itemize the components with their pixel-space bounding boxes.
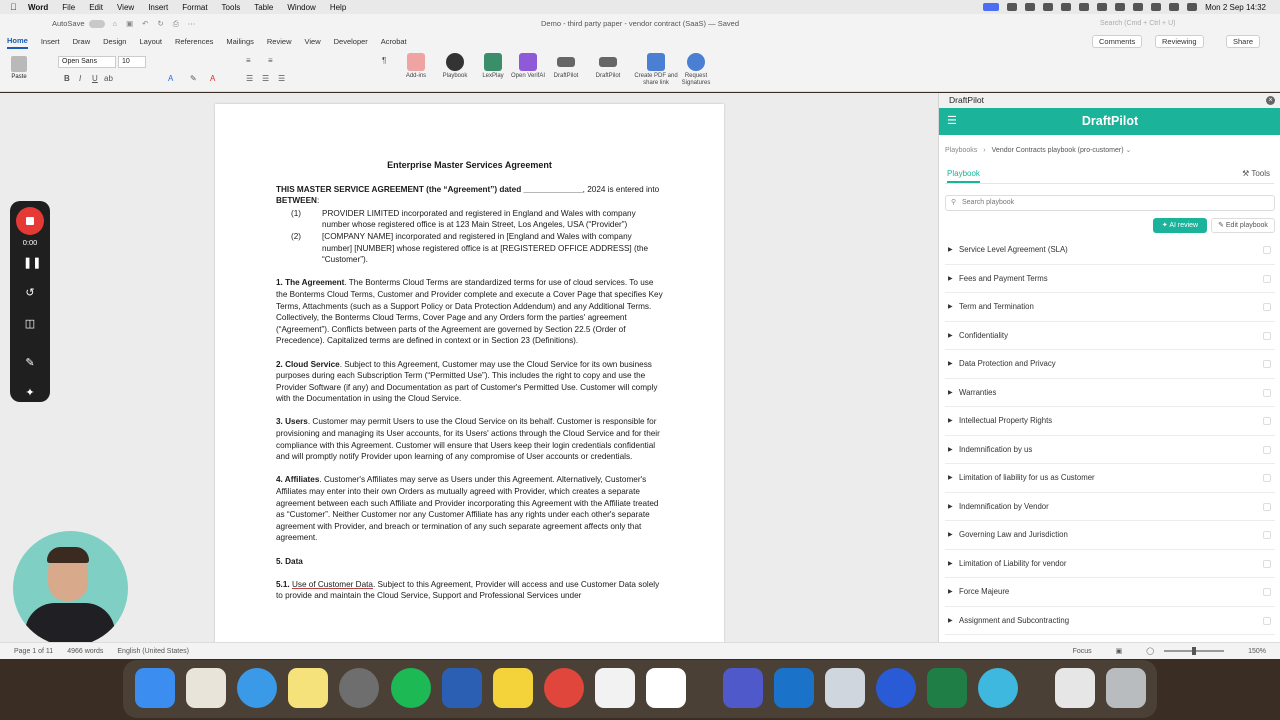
- menu-view[interactable]: View: [116, 2, 135, 12]
- paragraph-icon[interactable]: ¶: [382, 56, 387, 65]
- item-checkbox[interactable]: [1263, 417, 1271, 425]
- item-checkbox[interactable]: [1263, 617, 1271, 625]
- menu-table[interactable]: Table: [254, 2, 274, 12]
- item-checkbox[interactable]: [1263, 303, 1271, 311]
- font-color-icon[interactable]: A: [210, 74, 216, 83]
- playbook-icon: [446, 53, 464, 71]
- tab-review[interactable]: Review: [266, 37, 292, 46]
- outlook-icon[interactable]: [774, 668, 814, 708]
- tools-icon: ⚒: [1242, 169, 1250, 178]
- intro-bold: THIS MASTER SERVICE AGREEMENT (the “Agreement”) dated _____________: [276, 184, 583, 194]
- section-2-heading: 2. Cloud Service: [276, 359, 340, 369]
- numbering-icon[interactable]: ≡: [268, 56, 273, 65]
- safari-icon[interactable]: [237, 668, 277, 708]
- section-5-1-text: . Subject to this Agreement, Provider will access and use Customer Data solely to provide and maintain the Cloud Service, Support and Professional Services under: [276, 579, 660, 601]
- tray-icon[interactable]: [1061, 3, 1071, 11]
- tab-developer[interactable]: Developer: [333, 37, 368, 46]
- section-1-heading: 1. The Agreement: [276, 278, 345, 288]
- recording-time: 0:00: [22, 238, 38, 247]
- align-right-icon[interactable]: ☰: [278, 74, 286, 83]
- playbook-item-label: Indemnification by us: [959, 444, 1033, 454]
- playbook-item[interactable]: [945, 521, 1275, 550]
- section-1: [276, 277, 663, 347]
- playbook-item[interactable]: [945, 350, 1275, 379]
- tab-layout[interactable]: Layout: [139, 37, 163, 46]
- draftpilot-button[interactable]: [546, 53, 586, 80]
- verifai-label: Open VerifAI: [510, 73, 546, 79]
- section-3-heading: 3. Users: [276, 417, 308, 427]
- expand-triangle-icon: ▶: [948, 361, 953, 367]
- party-2: [276, 231, 663, 266]
- edit-playbook-button[interactable]: [1211, 218, 1275, 233]
- tab-insert[interactable]: Insert: [40, 37, 60, 46]
- request-signatures-label: Request Signatures: [681, 73, 711, 86]
- section-5-1: [276, 579, 663, 602]
- comments-button[interactable]: Comments: [1092, 35, 1142, 48]
- item-checkbox[interactable]: [1263, 246, 1271, 254]
- reviewing-button[interactable]: Reviewing: [1155, 35, 1204, 48]
- finder-icon[interactable]: [135, 668, 175, 708]
- autosave-label: AutoSave: [52, 19, 85, 28]
- home-icon[interactable]: ⌂: [112, 18, 118, 28]
- playbook-label: Playbook: [442, 73, 468, 79]
- zoom-level[interactable]: 150%: [1248, 647, 1266, 655]
- item-checkbox[interactable]: [1263, 503, 1271, 511]
- preview-icon[interactable]: [825, 668, 865, 708]
- word-count[interactable]: 4966 words: [67, 647, 104, 655]
- playbook-item-label: Fees and Payment Terms: [959, 273, 1048, 283]
- print-icon[interactable]: ⎙: [172, 18, 179, 28]
- bold-icon[interactable]: B: [64, 74, 70, 83]
- webcam-overlay[interactable]: [13, 531, 128, 646]
- tab-home[interactable]: Home: [7, 34, 28, 49]
- addins-label: Add-ins: [405, 73, 427, 79]
- tab-acrobat[interactable]: Acrobat: [380, 37, 407, 46]
- pane-header: [939, 108, 1280, 135]
- playbook-item[interactable]: [945, 464, 1275, 493]
- tab-divider: [945, 183, 1274, 184]
- between-label: BETWEEN: [276, 196, 317, 206]
- playbook-item[interactable]: [945, 322, 1275, 351]
- expand-triangle-icon: ▶: [948, 418, 953, 424]
- language[interactable]: English (United States): [117, 647, 189, 655]
- verifai-icon: [519, 53, 537, 71]
- launchpad-icon[interactable]: [186, 668, 226, 708]
- underline-icon[interactable]: U: [92, 74, 98, 83]
- playbook-item[interactable]: [945, 293, 1275, 322]
- miro-icon[interactable]: [493, 668, 533, 708]
- document-canvas: [0, 93, 938, 642]
- menu-edit[interactable]: Edit: [89, 2, 103, 12]
- tab-playbook[interactable]: Playbook: [947, 169, 980, 183]
- breadcrumb-playbooks[interactable]: Playbooks: [945, 147, 978, 154]
- tools-button[interactable]: [1242, 169, 1270, 178]
- highlight-icon[interactable]: ✎: [190, 74, 197, 83]
- expand-triangle-icon: ▶: [948, 446, 953, 453]
- tab-references[interactable]: References: [175, 37, 214, 46]
- page-count[interactable]: Page 1 of 11: [14, 647, 54, 655]
- expand-triangle-icon: ▶: [948, 617, 953, 624]
- redo-icon[interactable]: ↻: [157, 18, 164, 28]
- tab-view[interactable]: View: [304, 37, 321, 46]
- tab-design[interactable]: Design: [103, 37, 127, 46]
- trash-icon[interactable]: [1106, 668, 1146, 708]
- downloads-stack-icon[interactable]: [1055, 668, 1095, 708]
- cloud-icon[interactable]: [1007, 3, 1017, 11]
- align-center-icon[interactable]: ☰: [262, 74, 270, 83]
- align-left-icon[interactable]: ☰: [246, 74, 254, 83]
- playbook-items: [945, 236, 1275, 635]
- expand-triangle-icon: ▶: [948, 560, 953, 567]
- clock[interactable]: Mon 2 Sep 14:32: [1205, 2, 1266, 12]
- expand-triangle-icon: ▶: [948, 304, 953, 310]
- web-layout-icon[interactable]: ◯: [1146, 648, 1155, 655]
- menu-insert[interactable]: Insert: [148, 2, 169, 12]
- ribbon-tabs: [0, 33, 1280, 50]
- macos-menu-bar: [0, 0, 1280, 14]
- pencil-icon: ✎: [1218, 222, 1224, 229]
- pen-icon[interactable]: ✎: [25, 357, 35, 369]
- focus-button[interactable]: Focus: [1072, 647, 1092, 655]
- search-placeholder: Search playbook: [962, 199, 1015, 206]
- undo-icon[interactable]: ↶: [142, 18, 149, 28]
- menu-window[interactable]: Window: [287, 2, 316, 12]
- trash-icon[interactable]: ◫: [24, 318, 36, 330]
- request-signatures-button[interactable]: [676, 53, 716, 87]
- playbook-item[interactable]: [945, 550, 1275, 579]
- section-2: [276, 359, 663, 405]
- paste-label: Paste: [11, 74, 27, 80]
- tester-icon[interactable]: [978, 668, 1018, 708]
- document-title: Demo - third party paper - vendor contract (SaaS) — Saved: [540, 19, 739, 28]
- item-checkbox[interactable]: [1263, 588, 1271, 596]
- pause-icon[interactable]: ❚❚: [23, 257, 42, 269]
- draftpilot-icon: [599, 57, 617, 67]
- expand-triangle-icon: ▶: [948, 532, 953, 538]
- item-checkbox[interactable]: [1263, 275, 1271, 283]
- party-2-text: [COMPANY NAME] incorporated and registered in [England and Wales with company number] [NUMBER] whose registered office is at [REGISTERED OFFICE ADDRESS] (the “Customer”).: [322, 231, 649, 265]
- playbook-item-label: Limitation of liability for us as Customer: [959, 473, 1095, 482]
- party-1-text: PROVIDER LIMITED incorporated and registered in England and Wales with company number whose registered office is at 123 Main Street, Los Angeles, USA (“Provider”): [322, 208, 636, 230]
- tray-app-icon[interactable]: [983, 3, 999, 11]
- tray-icon[interactable]: [1079, 3, 1089, 11]
- intro-paragraph: [276, 184, 663, 196]
- expand-triangle-icon: ▶: [948, 389, 953, 396]
- notes-icon[interactable]: [288, 668, 328, 708]
- draftpilot-button-2[interactable]: [588, 53, 628, 80]
- bluetooth-icon[interactable]: [1133, 3, 1143, 11]
- item-checkbox[interactable]: [1263, 560, 1271, 568]
- more-icon[interactable]: ⋯: [187, 18, 196, 28]
- playbook-item[interactable]: [945, 493, 1275, 522]
- control-center-icon[interactable]: [1187, 3, 1197, 11]
- document-page[interactable]: [215, 104, 724, 649]
- italic-icon[interactable]: I: [79, 74, 82, 83]
- tray-icon[interactable]: [1043, 3, 1053, 11]
- font-size-select[interactable]: 10: [118, 56, 146, 68]
- chevron-right-icon: ›: [983, 147, 986, 154]
- tab-draw[interactable]: Draw: [72, 37, 91, 46]
- playbook-item[interactable]: [945, 607, 1275, 636]
- 1password-icon[interactable]: [876, 668, 916, 708]
- expand-triangle-icon: ▶: [948, 475, 953, 481]
- search-input[interactable]: Search (Cmd + Ctrl + U): [1100, 20, 1176, 27]
- party-1: [276, 208, 663, 231]
- zoom-slider[interactable]: [1164, 650, 1224, 652]
- playbook-item-label: Limitation of Liability for vendor: [959, 558, 1067, 568]
- flowus-icon[interactable]: [646, 668, 686, 708]
- word-title-bar: [0, 14, 1280, 33]
- tab-mailings[interactable]: Mailings: [226, 37, 254, 46]
- signature-icon: [687, 53, 705, 71]
- party-2-number: (2): [291, 231, 302, 241]
- draftpilot-label-2: DraftPilot: [595, 73, 621, 79]
- ai-review-button[interactable]: [1153, 218, 1207, 233]
- expand-triangle-icon: ▶: [948, 247, 953, 253]
- item-checkbox[interactable]: [1263, 332, 1271, 340]
- menu-file[interactable]: File: [62, 2, 76, 12]
- macos-dock: [123, 660, 1157, 718]
- playbook-item[interactable]: [945, 265, 1275, 294]
- playbook-item[interactable]: [945, 236, 1275, 265]
- draftpilot-label: DraftPilot: [553, 73, 579, 79]
- lexplay-button[interactable]: [473, 53, 513, 80]
- excel-icon[interactable]: [927, 668, 967, 708]
- word-icon[interactable]: [442, 668, 482, 708]
- playbook-item-label: Intellectual Property Rights: [959, 416, 1053, 425]
- item-checkbox[interactable]: [1263, 446, 1271, 454]
- agreement-title: Enterprise Master Services Agreement: [387, 160, 552, 170]
- apple-icon[interactable]: [10, 2, 24, 12]
- search-icon: ⚲: [951, 199, 957, 206]
- system-settings-icon[interactable]: [339, 668, 379, 708]
- person-body: [25, 603, 115, 646]
- slack-icon[interactable]: [595, 668, 635, 708]
- addins-icon: [407, 53, 425, 71]
- section-3: [276, 416, 663, 462]
- ai-review-label: AI review: [1169, 222, 1199, 229]
- section-4-heading: 4. Affiliates: [276, 475, 320, 485]
- stop-recording-button[interactable]: [16, 207, 44, 235]
- section-3-text: . Customer may permit Users to use the Cloud Service on its behalf. Customer is responsible for provisioning and managing its User accounts, for its Users' actions through the Cloud Service and for their compliance with this Agreement. Customer will ensure that Users keep their login credentials confidential and will promptly notify Provider upon learning of any compromise of User accounts or credentials.: [276, 417, 660, 462]
- verifai-button[interactable]: [508, 53, 548, 80]
- playbook-item[interactable]: [945, 379, 1275, 408]
- playbook-item-label: Confidentiality: [959, 330, 1008, 340]
- item-checkbox[interactable]: [1263, 474, 1271, 482]
- playbook-item-label: Service Level Agreement (SLA): [959, 245, 1068, 254]
- effects-icon[interactable]: ✦: [25, 387, 35, 399]
- lexplay-label: LexPlay: [482, 73, 504, 79]
- playbook-item[interactable]: [945, 407, 1275, 436]
- playbook-item-label: Governing Law and Jurisdiction: [959, 530, 1068, 539]
- expand-triangle-icon: ▶: [948, 332, 953, 339]
- hamburger-menu-icon[interactable]: ☰: [947, 115, 957, 127]
- screen-recorder-controls: [10, 201, 50, 402]
- draftpilot-pane: [938, 93, 1280, 642]
- menu-tools[interactable]: Tools: [221, 2, 241, 12]
- pane-title: DraftPilot: [949, 95, 984, 105]
- create-pdf-icon: [647, 53, 665, 71]
- tray-icon[interactable]: [1025, 3, 1035, 11]
- playbook-item[interactable]: [945, 578, 1275, 607]
- clipboard-icon: [11, 56, 27, 72]
- search-icon[interactable]: [1169, 3, 1179, 11]
- addins-button[interactable]: [396, 53, 436, 80]
- create-pdf-button[interactable]: [634, 53, 678, 87]
- playbook-item-label: Warranties: [959, 387, 997, 397]
- lexplay-icon: [484, 53, 502, 71]
- section-5-1-number: 5.1.: [276, 579, 290, 589]
- draftpilot-icon: [557, 57, 575, 67]
- tools-label: Tools: [1251, 169, 1270, 178]
- pane-title-bar: [939, 93, 1280, 108]
- sparkle-icon: ✦: [1161, 222, 1168, 229]
- font-family-select[interactable]: Open Sans: [58, 56, 116, 68]
- status-bar: [0, 642, 1280, 659]
- playbook-item[interactable]: [945, 436, 1275, 465]
- item-checkbox[interactable]: [1263, 360, 1271, 368]
- section-2-text: . Subject to this Agreement, Customer may use the Cloud Service for its own business purposes during each Subscription Term (“Permitted Use”). This includes the right to copy and use the Provider Software (if any) and Documentation as part of Customer's Permitted Use. Customer will comply with the Documentation in using the Cloud Service.: [276, 359, 658, 404]
- playbook-item-label: Assignment and Subcontracting: [959, 615, 1070, 625]
- party-1-number: (1): [291, 208, 302, 218]
- chevron-down-icon[interactable]: ⌄: [1125, 147, 1132, 154]
- breadcrumb-current-playbook[interactable]: Vendor Contracts playbook (pro-customer): [991, 147, 1124, 154]
- item-checkbox[interactable]: [1263, 531, 1271, 539]
- bullets-icon[interactable]: ≡: [246, 56, 251, 65]
- ribbon-toolbar: [0, 50, 1280, 92]
- spotify-icon[interactable]: [391, 668, 431, 708]
- person-hair: [47, 547, 89, 563]
- chrome-icon[interactable]: [544, 668, 584, 708]
- playbook-button[interactable]: [435, 53, 475, 80]
- play-icon[interactable]: [1115, 3, 1125, 11]
- playbook-item-label: Term and Termination: [959, 302, 1034, 311]
- view-controls: [1059, 647, 1280, 655]
- share-button[interactable]: Share: [1226, 35, 1260, 48]
- wifi-icon[interactable]: [1151, 3, 1161, 11]
- item-checkbox[interactable]: [1263, 389, 1271, 397]
- edit-playbook-label: Edit playbook: [1225, 222, 1268, 229]
- section-5: [276, 556, 663, 568]
- autosave-toggle[interactable]: [89, 20, 105, 28]
- quick-access-toolbar: [113, 19, 196, 29]
- restart-icon[interactable]: ↺: [25, 287, 35, 299]
- status-tray: [983, 3, 1280, 12]
- between-line: BETWEEN:: [276, 196, 320, 206]
- expand-triangle-icon: ▶: [948, 275, 953, 282]
- section-5-1-link[interactable]: Use of Customer Data: [291, 579, 373, 589]
- search-playbook-input[interactable]: [945, 195, 1275, 211]
- print-layout-icon[interactable]: ▣: [1115, 648, 1123, 655]
- gear-icon[interactable]: [1097, 3, 1107, 11]
- paste-button[interactable]: [8, 56, 30, 80]
- expand-triangle-icon: ▶: [948, 589, 953, 595]
- section-4: [276, 474, 663, 544]
- playbook-item-label: Data Protection and Privacy: [959, 359, 1056, 368]
- close-icon[interactable]: ×: [1266, 96, 1275, 105]
- section-5-heading: 5. Data: [276, 556, 303, 566]
- section-1-text: . The Bonterms Cloud Terms are standardized terms for use of cloud services. To use the Bonterms Cloud Terms, Customer and Provider complete and execute a Cover Page that specifies Key Terms, Attachments (such as a Support Policy or Data Protection Addendum) and any Additional Terms. Collectively, the Bonterms Cloud Terms, Cover Page and any Orders form the parties' agreement (“Agreement”). Conflicts between parts of the Agreement are governed by Section 22.5 (Order of Precedence). Capitalized terms are defined in context or in Section 23 (Definitions).: [276, 278, 663, 346]
- menu-help[interactable]: Help: [329, 2, 347, 12]
- expand-triangle-icon: ▶: [948, 503, 953, 510]
- section-4-text: . Customer's Affiliates may serve as Users under this Agreement. Alternatively, Customer's Affiliates may enter into their own Orders as mutually agreed with Provider, which creates a separate agreement between each such Affiliate and Provider incorporating this Agreement with the Affiliate treated as “Customer”. Neither Customer nor any Customer Affiliate has any rights under each other's separate agreement with Provider, and breach or termination of any such separate agreement affects only that agreement.: [276, 475, 659, 543]
- menu-app-name[interactable]: Word: [28, 2, 49, 12]
- intro-rest: , 2024 is entered into: [582, 184, 660, 194]
- save-icon[interactable]: ▣: [126, 18, 134, 28]
- draftpilot-logo: DraftPilot: [1081, 114, 1139, 128]
- menu-format[interactable]: Format: [182, 2, 208, 12]
- teams-icon[interactable]: [723, 668, 763, 708]
- strikethrough-icon[interactable]: ab: [104, 74, 113, 83]
- playbook-item-label: Force Majeure: [959, 587, 1010, 596]
- create-pdf-label: Create PDF and share link: [634, 73, 678, 86]
- playbook-item-label: Indemnification by Vendor: [959, 501, 1049, 511]
- text-effects-icon[interactable]: A: [168, 74, 174, 83]
- breadcrumb: [945, 146, 1131, 154]
